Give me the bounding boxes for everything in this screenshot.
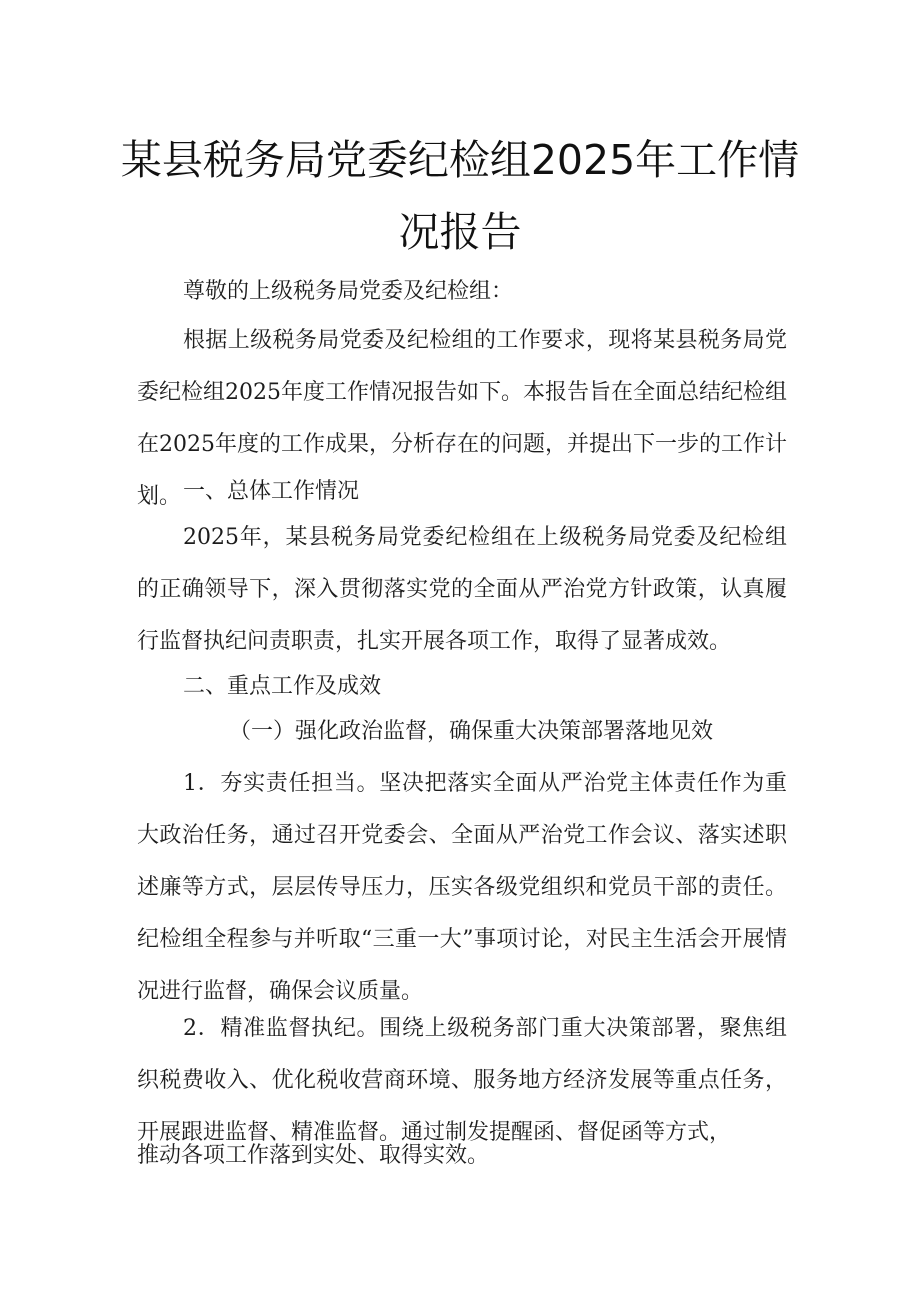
item-2-continuation: 推动各项工作落到实处、取得实效。 bbox=[137, 1143, 490, 1168]
section-1-body: 2025年，某县税务局党委纪检组在上级税务局党委及纪检组的正确领导下，深入贯彻落实党的全面从严治党方针政策，认真履行监督执纪问责职责，扎实开展各项工作，取得了显著成效。 bbox=[137, 525, 787, 654]
item-2-paragraph: 2．精准监督执纪。围绕上级税务部门重大决策部署，聚焦组织税费收入、优化税收营商环境、服务地方经济发展等重点任务，开展跟进监督、精准监督。通过制发提醒函、督促函等方式， bbox=[137, 1016, 787, 1145]
intro-paragraph: 根据上级税务局党委及纪检组的工作要求，现将某县税务局党委纪检组2025年度工作情况报告如下。本报告旨在全面总结纪检组在2025年度的工作成果，分析存在的问题，并提出下一步的工作计划。 bbox=[137, 328, 787, 509]
section-1-heading: 一、总体工作情况 bbox=[183, 479, 360, 504]
document-title-line-1: 某县税务局党委纪检组2025年工作情 bbox=[120, 136, 800, 184]
salutation: 尊敬的上级税务局党委及纪检组： bbox=[183, 279, 514, 304]
section-2-heading: 二、重点工作及成效 bbox=[183, 674, 382, 699]
subsection-1-heading: （一）强化政治监督，确保重大决策部署落地见效 bbox=[229, 719, 714, 744]
document-title-line-2: 况报告 bbox=[398, 208, 522, 256]
item-1-paragraph: 1．夯实责任担当。坚决把落实全面从严治党主体责任作为重大政治任务，通过召开党委会、全面从严治党工作会议、落实述职述廉等方式，层层传导压力，压实各级党组织和党员干部的责任。纪检组全程参与并听取“三重一大”事项讨论，对民主生活会开展情况进行监督，确保会议质量。 bbox=[137, 771, 787, 1004]
